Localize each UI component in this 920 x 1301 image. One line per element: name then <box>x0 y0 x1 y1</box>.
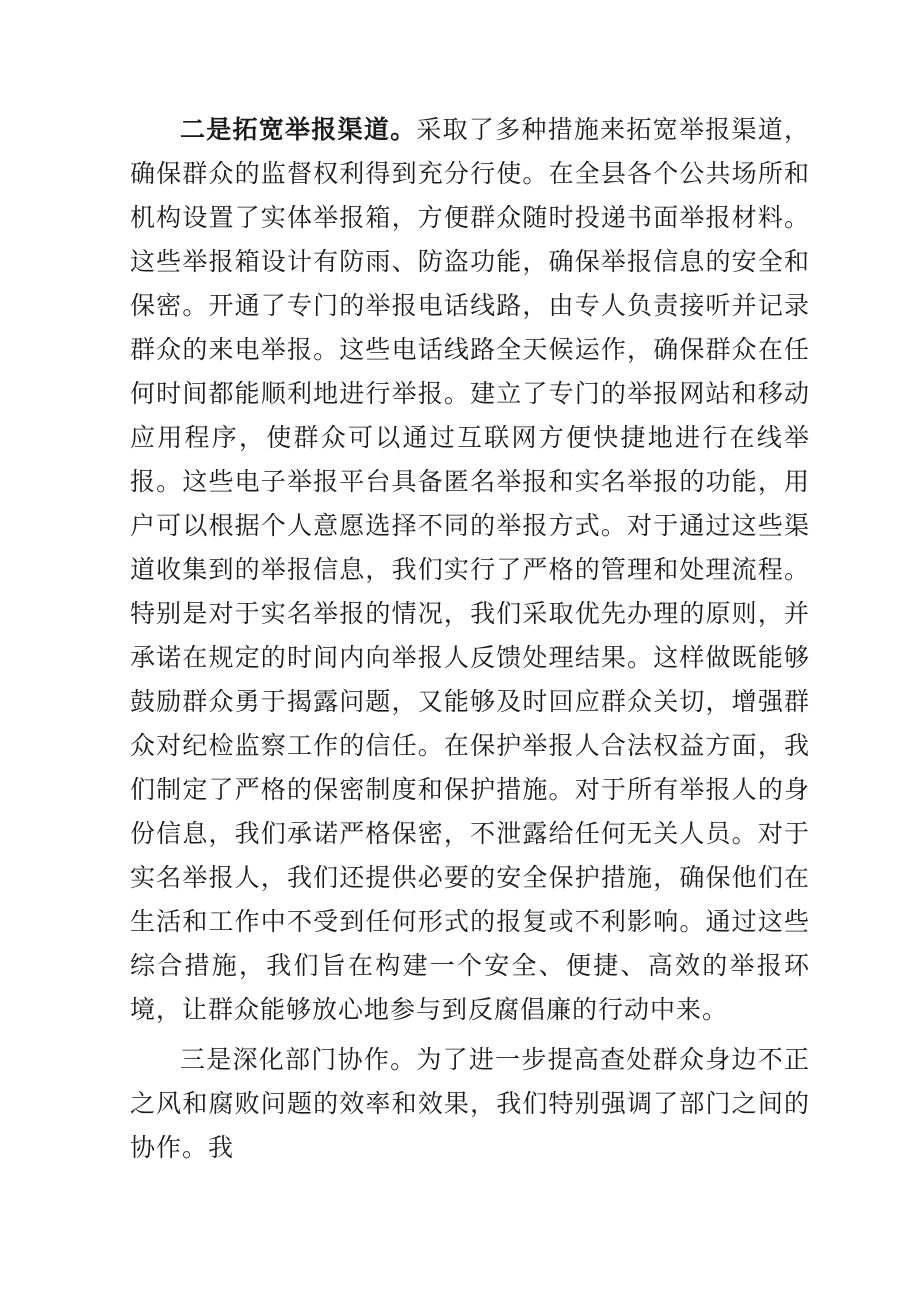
paragraph-text: 采取了多种措施来拓宽举报渠道，确保群众的监督权利得到充分行使。在全县各个公共场所和机构设置了实体举报箱，方便群众随时投递书面举报材料。这些举报箱设计有防雨、防盗功能，确保举报信息的安全和保密。开通了专门的举报电话线路，由专人负责接听并记录群众的来电举报。这些电话线路全天候运作，确保群众在任何时间都能顺利地进行举报。建立了专门的举报网站和移动应用程序，使群众可以通过互联网方便快捷地进行在线举报。这些电子举报平台具备匿名举报和实名举报的功能，用户可以根据个人意愿选择不同的举报方式。对于通过这些渠道收集到的举报信息，我们实行了严格的管理和处理流程。特别是对于实名举报的情况，我们采取优先办理的原则，并承诺在规定的时间内向举报人反馈处理结果。这样做既能够鼓励群众勇于揭露问题，又能够及时回应群众关切，增强群众对纪检监察工作的信任。在保护举报人合法权益方面，我们制定了严格的保密制度和保护措施。对于所有举报人的身份信息，我们承诺严格保密，不泄露给任何无关人员。对于实名举报人，我们还提供必要的安全保护措施，确保他们在生活和工作中不受到任何形式的报复或不利影响。通过这些综合措施，我们旨在构建一个安全、便捷、高效的举报环境，让群众能够放心地参与到反腐倡廉的行动中来。 <box>130 115 810 1024</box>
paragraph-widen-reporting-channels <box>130 108 810 1032</box>
paragraph-deepen-department-cooperation <box>130 1038 810 1170</box>
paragraph-text: 三是深化部门协作。为了进一步提高查处群众身边不正之风和腐败问题的效率和效果，我们特别强调了部门之间的协作。我 <box>130 1045 810 1162</box>
paragraph-heading: 二是拓宽举报渠道。 <box>180 115 417 144</box>
document-body <box>130 108 810 1170</box>
